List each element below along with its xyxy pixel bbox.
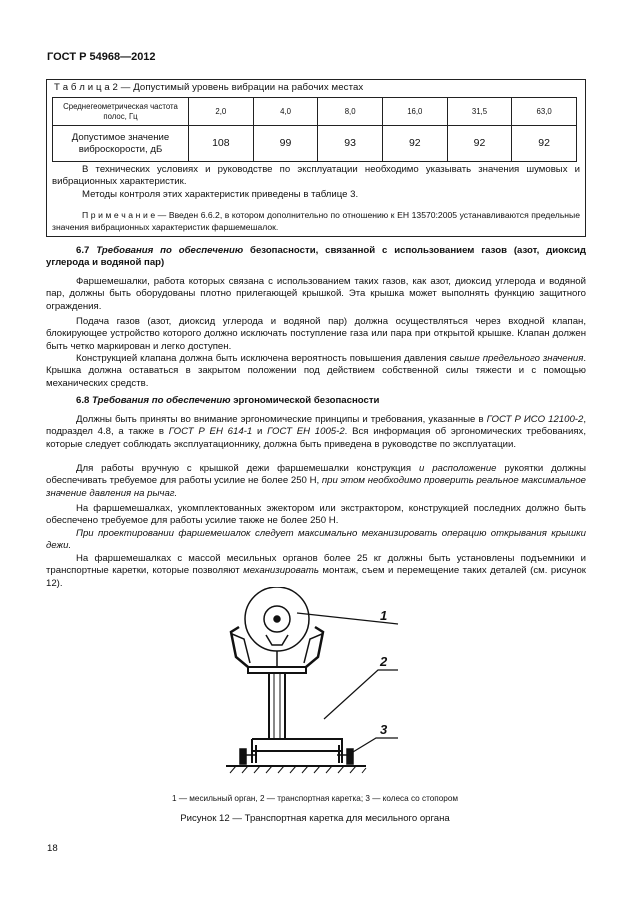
section-heading-6-8: 6.8 Требования по обеспечению эргономической безопасности (76, 395, 380, 406)
table-cell: 99 (253, 126, 318, 162)
wheel-left (240, 749, 246, 764)
table-cell: 92 (447, 126, 512, 162)
leader-line-3 (348, 738, 398, 755)
callout-1: 1 (380, 608, 388, 623)
carriage-base (252, 739, 342, 751)
transport-carriage-figure (226, 587, 426, 787)
paragraph-text: В технических условиях и руководстве по эксплуатации необходимо указывать значения шумовых и вибрационных характеристик. (52, 164, 580, 188)
table-header-cell: Среднегеометрическая частота полос, Гц (53, 98, 189, 126)
table-cell: 2,0 (189, 98, 254, 126)
table-cell: 4,0 (253, 98, 318, 126)
callout-2: 2 (380, 654, 388, 669)
paragraph-text: Для работы вручную с крышкой дежи фаршемешалки конструкция и расположение рукоятки должны обеспечивать требуемое для работы усилие не более 250 Н, при этом необходимо проверить реальное максимальное значение давления на рычаг. (46, 463, 587, 499)
table-cell: 93 (318, 126, 383, 162)
table-row (53, 98, 577, 126)
paragraph-text: Должны быть приняты во внимание эргономические принципы и требования, указанные в ГОСТ Р ИСО 12100-2, подраздел 4.8, а также в ГОСТ Р ЕН 614-1 и ГОСТ ЕН 1005-2. Вся информация об эргономических требованиях, которые следует соблюдать эксплуатационнику, должна быть приведена в руководстве по эксплуатации. (46, 414, 586, 450)
paragraph-text: На фаршемешалках, укомплектованных эжектором или экстрактором, конструкцией последних должно быть обеспечено требуемое для работы усилие также не более 250 Н. (46, 503, 586, 527)
paragraph-text: Фаршемешалки, работа которых связана с использованием таких газов, как азот, диоксид углерода и водяной пар, должны быть оборудованы плотно прилегающей крышкой. Эта крышка может выполнять функцию защитного ограждения. (46, 276, 586, 312)
callout-3: 3 (380, 722, 388, 737)
column-inner (274, 673, 280, 739)
table-cell: 8,0 (318, 98, 383, 126)
table-cell: 92 (512, 126, 577, 162)
note-label: П р и м е ч а н и е (82, 210, 156, 220)
section-heading-6-7: 6.7 Требования по обеспечению безопасности, связанной с использованием газов (азот, диоксид углерода и водяной пар) (46, 245, 586, 269)
vibration-table (52, 97, 577, 162)
table-paragraph (52, 164, 580, 201)
table-cell: 31,5 (447, 98, 512, 126)
table-header-cell: Допустимое значение виброскорости, дБ (53, 126, 189, 162)
ground-hatching (230, 766, 366, 773)
wheel-right (347, 749, 353, 764)
heading-italic: Требования по обеспечению (92, 395, 231, 406)
table-note (52, 210, 580, 233)
document-header: ГОСТ Р 54968—2012 (47, 51, 156, 63)
cradle-arms (266, 635, 288, 645)
carriage-column (269, 673, 285, 739)
figure-legend: 1 — месильный орган, 2 — транспортная каретка; 3 — колеса со стопором (171, 794, 459, 803)
paragraph-text: Методы контроля этих характеристик приведены в таблице 3. (82, 188, 359, 200)
leader-line-2 (324, 670, 398, 719)
drum-axle (274, 616, 280, 622)
paragraph-text: При проектировании фаршемешалок следует максимально механизировать операцию открывания крышки дежи. (46, 528, 586, 552)
table-cell: 63,0 (512, 98, 577, 126)
table-caption: Т а б л и ц а 2 — Допустимый уровень вибрации на рабочих местах (54, 82, 364, 93)
paragraph-text: Конструкцией клапана должна быть исключена вероятность повышения давления свыше предельного значения. Крышка должна оставаться в закрытом положении под действием собственной силы тяжести и с помощью механических средств. (46, 353, 586, 389)
note-text: — Введен 6.6.2, в котором дополнительно по отношению к ЕН 13570:2005 устанавливаются предельные значения вибрационных характеристик фаршемешалок. (52, 210, 581, 232)
table-row (53, 126, 577, 162)
paragraph-text: На фаршемешалках с массой месильных органов более 25 кг должны быть установлены подъемники и транспортные каретки, которые позволяют механизировать монтаж, съем и перемещение таких деталей (см. рисунок 12). (46, 553, 586, 589)
carriage-top-plate (248, 667, 306, 673)
table-cell: 108 (189, 126, 254, 162)
heading-italic: Требования по обеспечению (96, 245, 244, 256)
paragraph-text: Подача газов (азот, диоксид углерода и водяной пар) должна осуществляться через входной клапан, блокирующее устройство которого должно исключать поступление газа или пара при открытой крышке. Клапан должен быть четко маркирован и легко доступен. (46, 316, 586, 352)
table-cell: 92 (382, 126, 447, 162)
figure-caption: Рисунок 12 — Транспортная каретка для месильного органа (180, 813, 450, 824)
table-cell: 16,0 (382, 98, 447, 126)
page-number: 18 (47, 843, 58, 854)
